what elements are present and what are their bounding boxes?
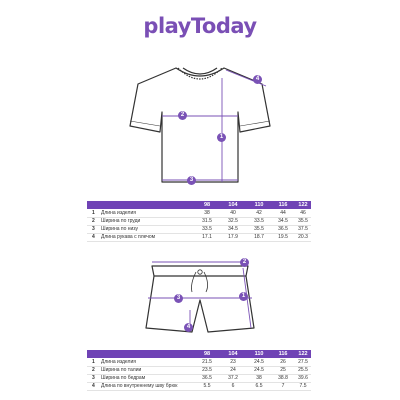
row-number: 2 [92, 218, 95, 224]
cell-value: 34.5 [278, 218, 288, 224]
cell-value: 34.5 [228, 226, 238, 232]
size-122: 122 [298, 202, 308, 208]
cell-value: 27.5 [298, 359, 308, 365]
row-label: Ширина по низу [101, 226, 139, 232]
cell-value: 42 [256, 210, 262, 216]
cell-value: 24.5 [254, 367, 264, 373]
cell-value: 39.6 [298, 375, 308, 381]
table-row [87, 382, 311, 391]
size-104: 104 [228, 202, 238, 208]
row-number: 1 [92, 210, 95, 216]
cell-value: 24.5 [254, 359, 264, 365]
cell-value: 6.5 [255, 383, 263, 389]
size-98: 98 [203, 202, 211, 208]
row-label: Длина изделия [101, 210, 136, 216]
row-label: Ширина по бедрам [101, 375, 146, 381]
cell-value: 6 [231, 383, 235, 389]
cell-value: 7.5 [299, 383, 307, 389]
cell-value: 35.5 [298, 218, 308, 224]
cell-value: 25 [280, 367, 286, 373]
cell-value: 24 [230, 367, 236, 373]
cell-value: 18.7 [254, 234, 264, 240]
callout-sleeve-length: 4 [253, 75, 262, 84]
cell-value: 36.5 [202, 375, 212, 381]
cell-value: 5.5 [203, 383, 211, 389]
size-110: 110 [254, 351, 264, 357]
cell-value: 17.9 [228, 234, 238, 240]
callout-shirt-length: 1 [217, 133, 226, 142]
cell-value: 40 [230, 210, 236, 216]
row-label: Ширина по груди [101, 218, 141, 224]
callout-hem-width: 3 [187, 176, 196, 185]
cell-value: 26 [280, 359, 286, 365]
row-number: 4 [92, 383, 95, 389]
cell-value: 32.5 [228, 218, 238, 224]
cell-value: 36.5 [278, 226, 288, 232]
shirt-table-header [87, 201, 311, 209]
callout-shorts-length: 1 [239, 292, 248, 301]
cell-value: 17.1 [202, 234, 212, 240]
cell-value: 33.5 [202, 226, 212, 232]
cell-value: 38 [256, 375, 262, 381]
shorts-table-header [87, 350, 311, 358]
size-98: 98 [203, 351, 211, 357]
callout-chest-width: 2 [178, 111, 187, 120]
cell-value: 38 [204, 210, 210, 216]
row-number: 1 [92, 359, 95, 365]
size-122: 122 [298, 351, 308, 357]
cell-value: 21.5 [202, 359, 212, 365]
row-number: 3 [92, 226, 95, 232]
size-116: 116 [278, 351, 288, 357]
cell-value: 44 [280, 210, 286, 216]
cell-value: 19.5 [278, 234, 288, 240]
cell-value: 37.2 [228, 375, 238, 381]
cell-value: 23 [230, 359, 236, 365]
cell-value: 31.5 [202, 218, 212, 224]
cell-value: 33.5 [254, 218, 264, 224]
row-number: 4 [92, 234, 95, 240]
cell-value: 37.5 [298, 226, 308, 232]
size-116: 116 [278, 202, 288, 208]
cell-value: 46 [300, 210, 306, 216]
cell-value: 23.5 [202, 367, 212, 373]
callout-inseam-length: 4 [184, 323, 193, 332]
row-label: Длина рукава с плечом [101, 234, 156, 240]
cell-value: 38.8 [278, 375, 288, 381]
cell-value: 20.3 [298, 234, 308, 240]
row-label: Длина по внутреннему шву брюк [101, 383, 178, 389]
table-row [87, 233, 311, 242]
size-110: 110 [254, 202, 264, 208]
row-number: 3 [92, 375, 95, 381]
row-label: Длина изделия [101, 359, 136, 365]
row-number: 2 [92, 367, 95, 373]
shorts-sketch [146, 266, 254, 332]
cell-value: 7 [281, 383, 285, 389]
callout-waist-width: 2 [240, 258, 249, 267]
brand-logo: playToday [143, 14, 257, 38]
tshirt-sketch [130, 68, 270, 182]
row-label: Ширина по талии [101, 367, 142, 373]
cell-value: 25.5 [298, 367, 308, 373]
callout-hip-width: 3 [174, 294, 183, 303]
size-104: 104 [228, 351, 238, 357]
cell-value: 35.5 [254, 226, 264, 232]
